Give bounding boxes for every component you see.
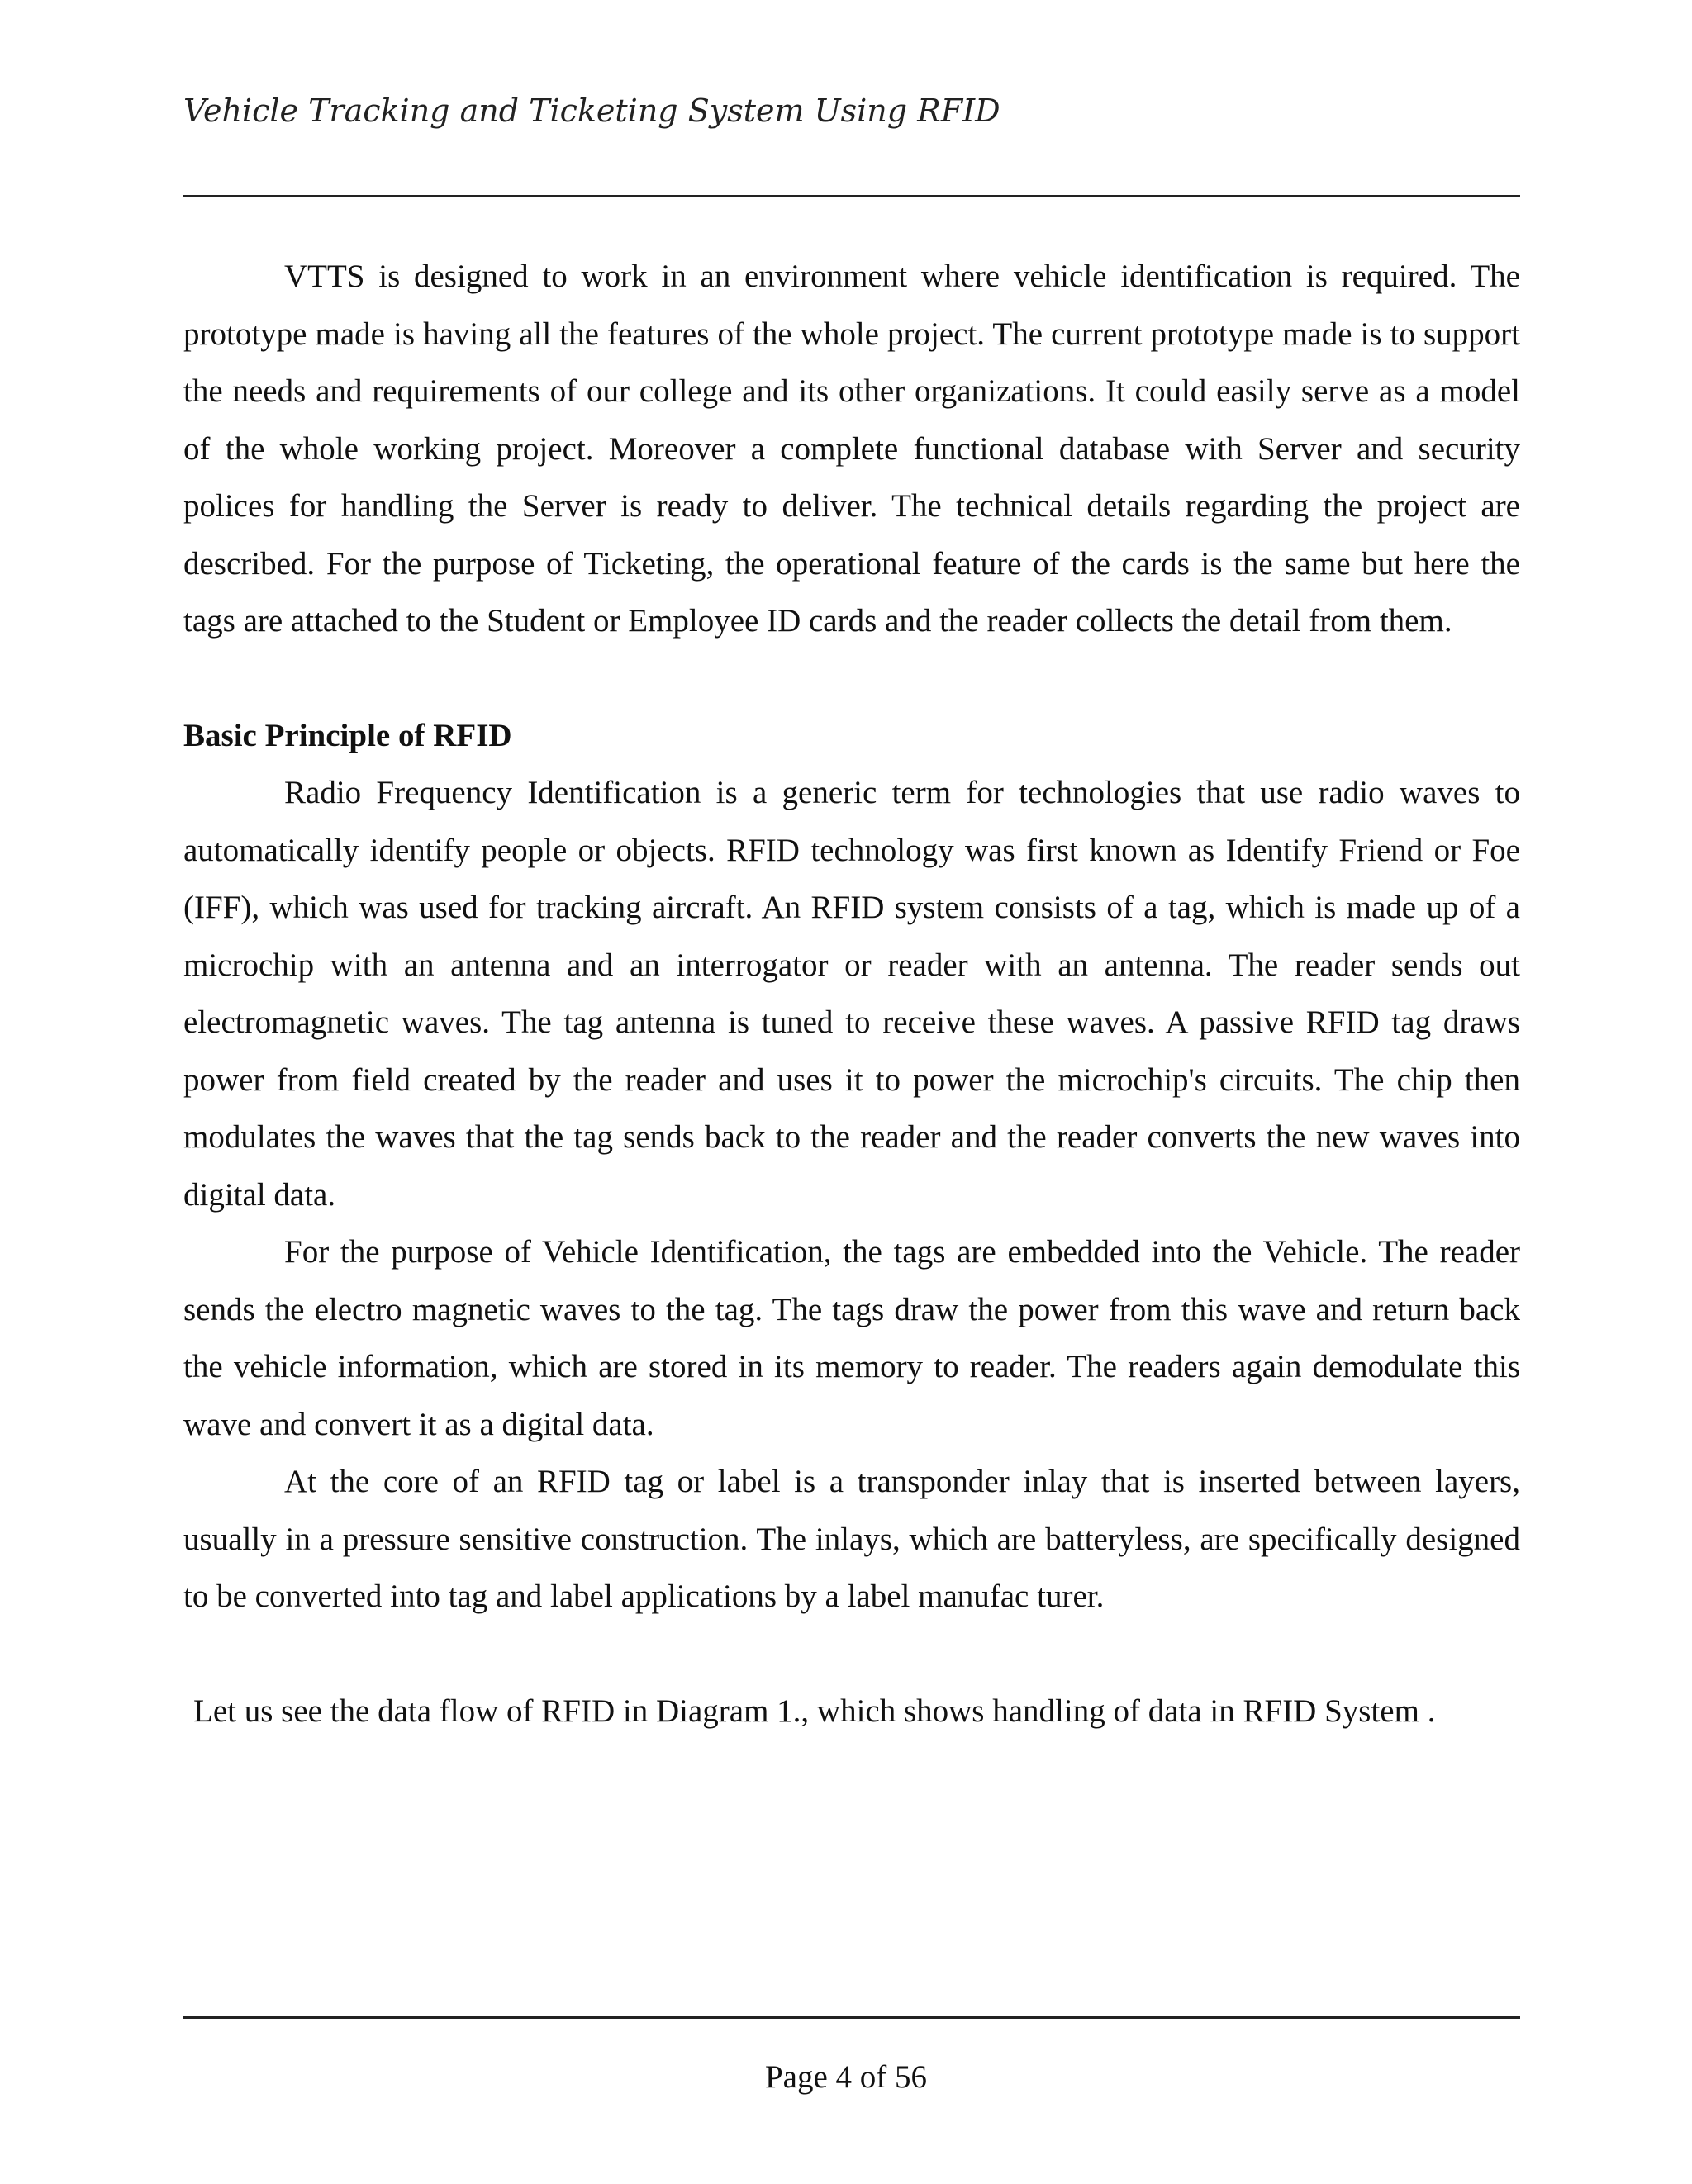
header-divider [183,195,1520,197]
footer-divider [183,2016,1520,2019]
body-paragraph-rfid-principle: Radio Frequency Identification is a generic term for technologies that use radio waves to automatically identify people or objects. RFID technology was first known as Identify Friend or Foe (IFF), which was used for tracking aircraft. An RFID system consists of a tag, which is made up of a microchip with an antenna and an interrogator or reader with an antenna. The reader sends out electromagnetic waves. The tag antenna is tuned to receive these waves. A passive RFID tag draws power from field created by the reader and uses it to power the microchip's circuits. The chip then modulates the waves that the tag sends back to the reader and the reader converts the new waves into digital data. [183,775,1520,1213]
body-paragraph-vehicle-identification: For the purpose of Vehicle Identification, the tags are embedded into the Vehicle. The reader sends the electro magnetic waves to the tag. The tags draw the power from this wave and return back the vehicle information, which are stored in its memory to reader. The readers again demodulate this wave and convert it as a digital data. [183,1234,1520,1442]
closing-line: Let us see the data flow of RFID in Diagram 1., which shows handling of data in RFID System . [193,1693,1436,1729]
body-paragraph-transponder-inlay: At the core of an RFID tag or label is a transponder inlay that is inserted between layers, usually in a pressure sensitive construction. The inlays, which are batteryless, are specifically designed to be converted into tag and label applications by a label manufac turer. [183,1464,1520,1614]
intro-paragraph: VTTS is designed to work in an environment where vehicle identification is required. The prototype made is having all the features of the whole project. The current prototype made is to support the needs and requirements of our college and its other organizations. It could easily serve as a model of the whole working project. Moreover a complete functional database with Server and security polices for handling the Server is ready to deliver. The technical details regarding the project are described. For the purpose of Ticketing, the operational feature of the cards is the same but here the tags are attached to the Student or Employee ID cards and the reader collects the detail from them. [183,259,1520,639]
page-number: Page 4 of 56 [764,2059,928,2095]
section-heading: Basic Principle of RFID [183,717,512,753]
page-body [183,248,1520,1740]
running-header-title: Vehicle Tracking and Ticketing System Using RFID [183,93,1000,129]
